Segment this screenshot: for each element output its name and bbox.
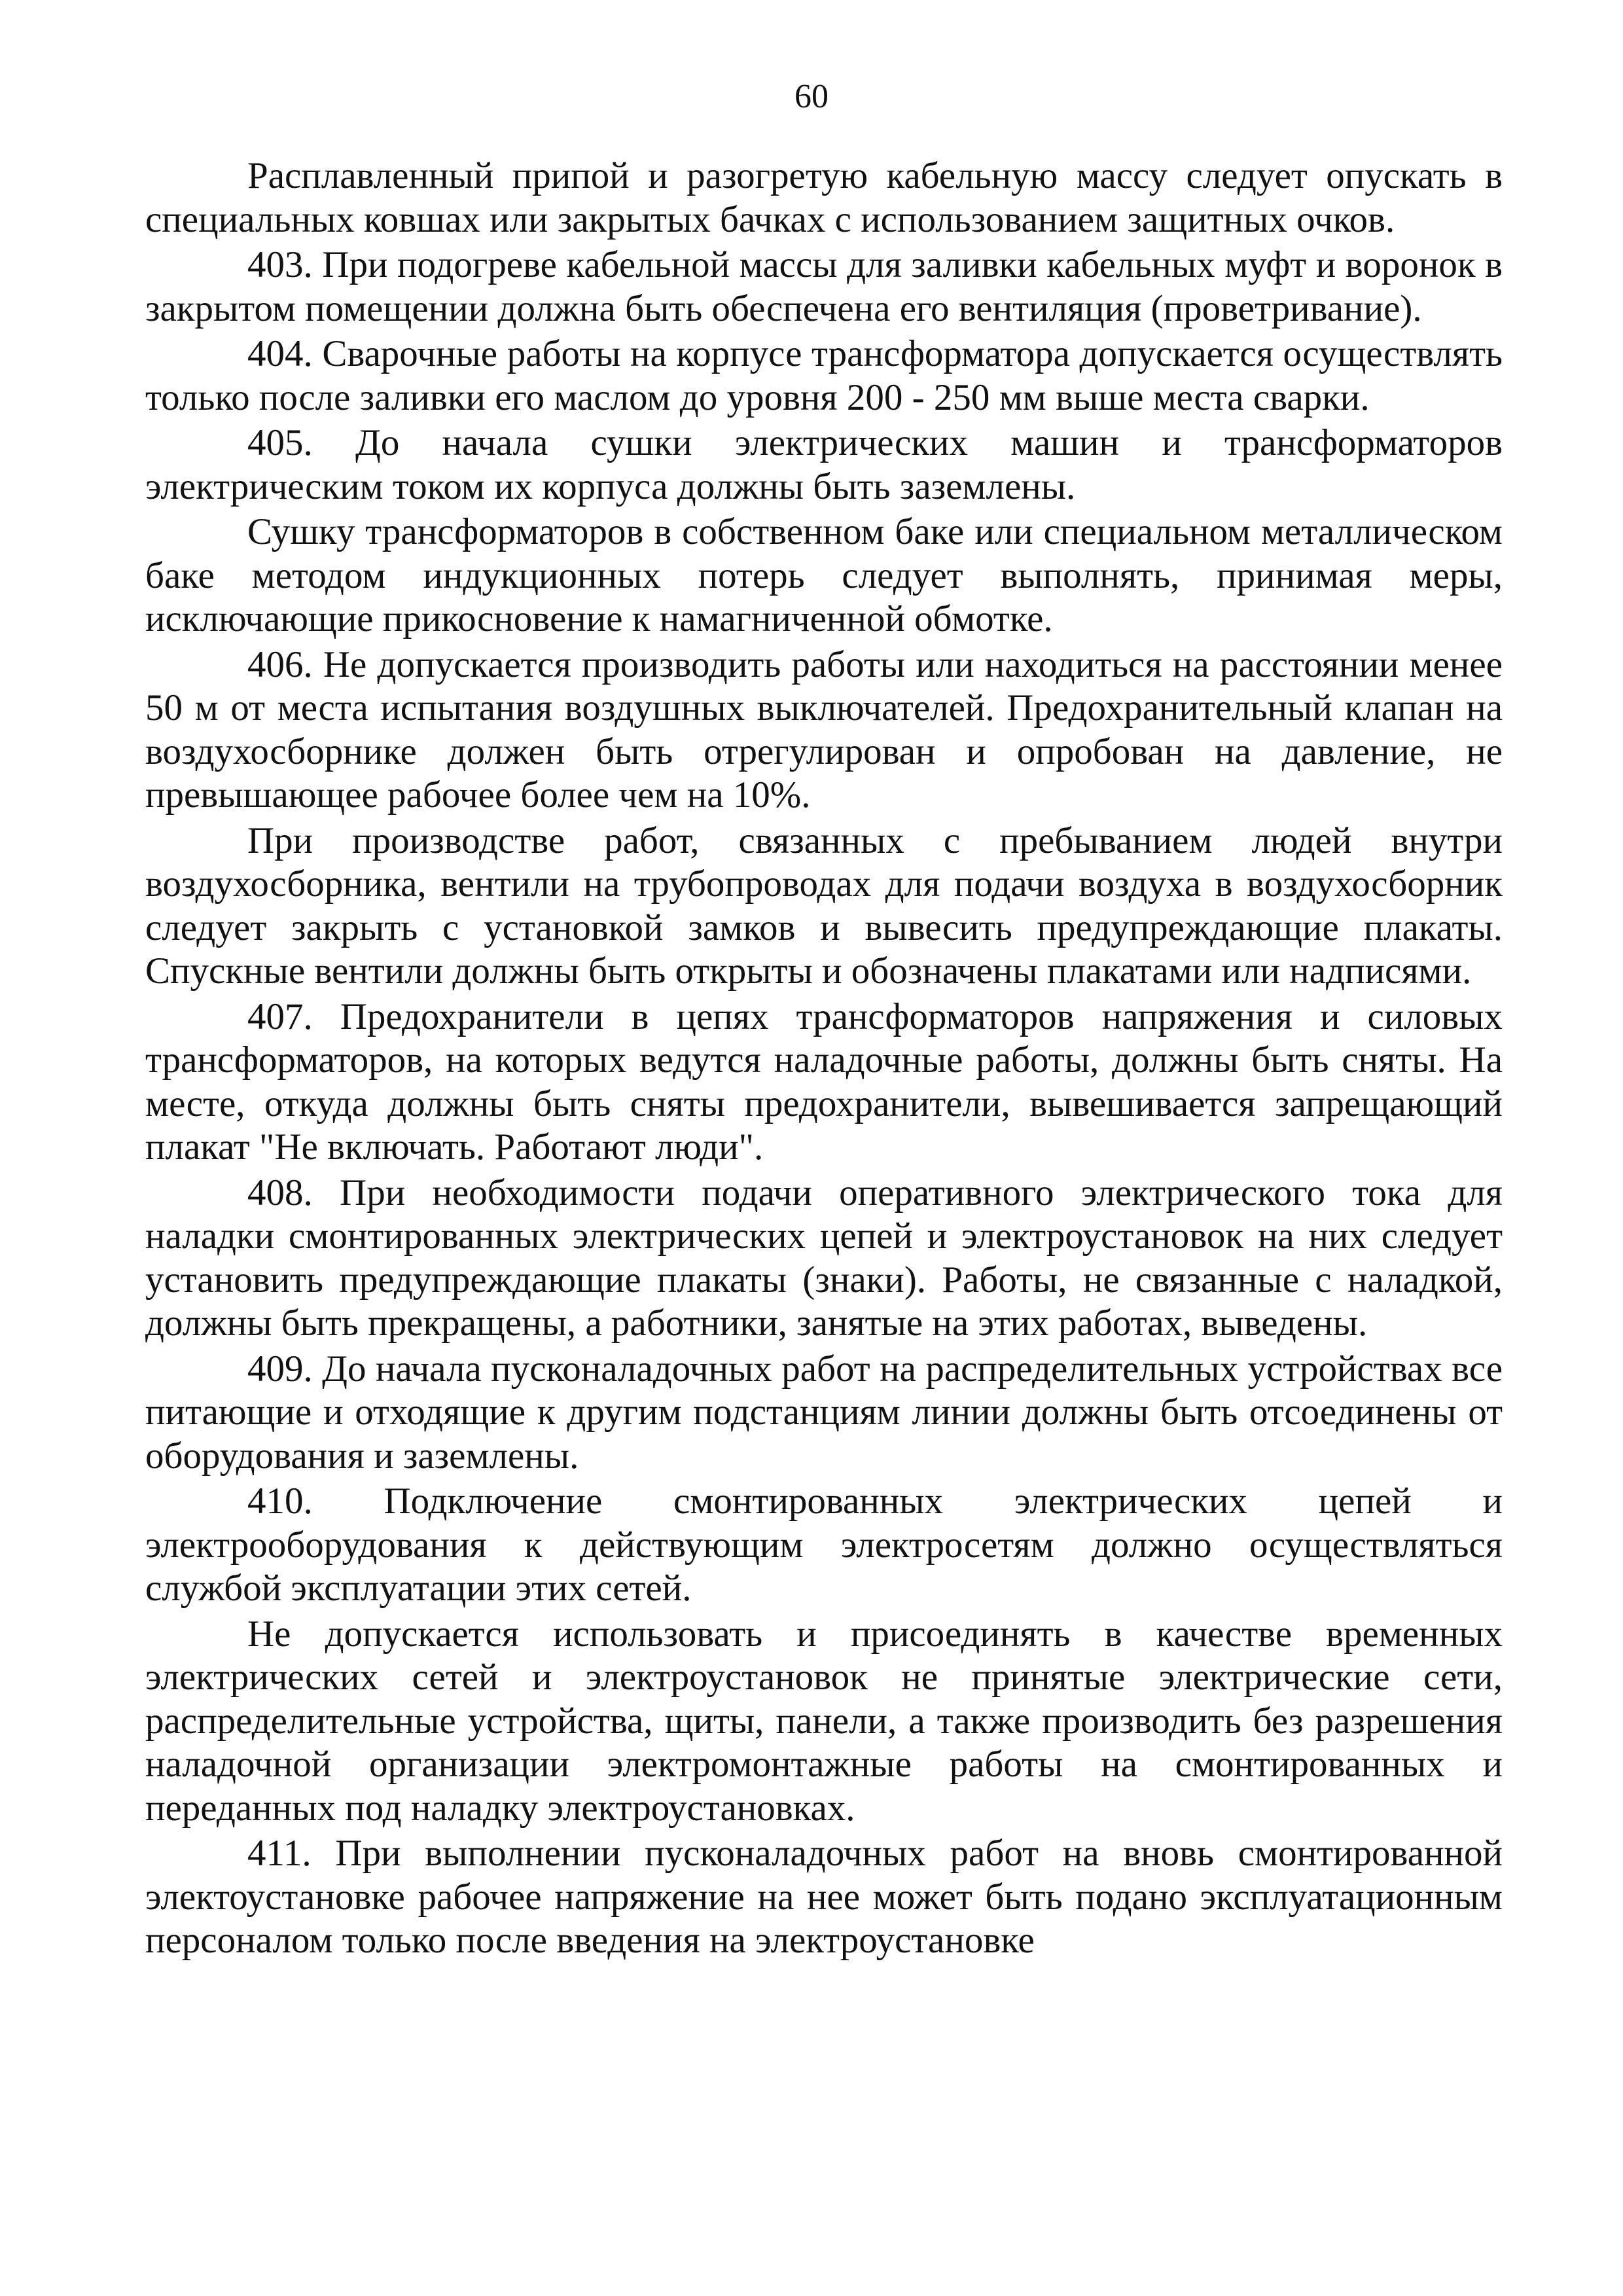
paragraph-406: 406. Не допускается производить работы или находиться на расстоянии менее 50 м от места испытания воздушных выключателей. Предохранительный клапан на воздухосборнике должен быть отрегулирован и опробован на давление, не превышающее рабочее более чем на 10%.	[145, 643, 1503, 816]
paragraph-air-receiver-work: При производстве работ, связанных с пребыванием людей внутри воздухосборника, вентили на трубопроводах для подачи воздуха в воздухосборник следует закрыть с установкой замков и вывесить предупреждающие плакаты. Спускные вентили должны быть открыты и обозначены плакатами или надписями.	[145, 819, 1503, 992]
paragraph-405: 405. До начала сушки электрических машин и трансформаторов электрическим током их корпуса должны быть заземлены.	[145, 422, 1503, 507]
paragraph-molten-solder: Расплавленный припой и разогретую кабельную массу следует опускать в специальных ковшах или закрытых бачках с использованием защитных очков.	[145, 155, 1503, 240]
paragraph-407: 407. Предохранители в цепях трансформаторов напряжения и силовых трансформаторов, на которых ведутся наладочные работы, должны быть сняты. На месте, откуда должны быть сняты предохранители, вывешивается запрещающий плакат "Не включать. Работают люди".	[145, 996, 1503, 1168]
document-body	[145, 154, 1503, 1963]
paragraph-408: 408. При необходимости подачи оперативного электрического тока для наладки смонтированных электрических цепей и электроустановок на них следует установить предупреждающие плакаты (знаки). Работы, не связанные с наладкой, должны быть прекращены, а работники, занятые на этих работах, выведены.	[145, 1172, 1503, 1344]
paragraph-410: 410. Подключение смонтированных электрических цепей и электрооборудования к действующим электросетям должно осуществляться службой эксплуатации этих сетей.	[145, 1480, 1503, 1609]
paragraph-transformer-drying: Сушку трансформаторов в собственном баке или специальном металлическом баке методом индукционных потерь следует выполнять, принимая меры, исключающие прикосновение к намагниченной обмотке.	[145, 511, 1503, 639]
paragraph-411: 411. При выполнении пусконаладочных работ на вновь смонтированной электоустановке рабочее напряжение на нее может быть подано эксплуатационным персоналом только после введения на электроустановке	[145, 1833, 1503, 1961]
paragraph-404: 404. Сварочные работы на корпусе трансформатора допускается осуществлять только после заливки его маслом до уровня 200 - 250 мм выше места сварки.	[145, 333, 1503, 418]
paragraph-temporary-networks: Не допускается использовать и присоединять в качестве временных электрических сетей и электроустановок не принятые электрические сети, распределительные устройства, щиты, панели, а также производить без разрешения наладочной организации электромонтажные работы на смонтированных и переданных под наладку электроустановках.	[145, 1613, 1503, 1829]
paragraph-409: 409. До начала пусконаладочных работ на распределительных устройствах все питающие и отходящие к другим подстанциям линии должны быть отсоединены от оборудования и заземлены.	[145, 1348, 1503, 1477]
paragraph-403: 403. При подогреве кабельной массы для заливки кабельных муфт и воронок в закрытом помещении должна быть обеспечена его вентиляция (проветривание).	[145, 244, 1503, 329]
page-number: 60	[794, 78, 829, 115]
